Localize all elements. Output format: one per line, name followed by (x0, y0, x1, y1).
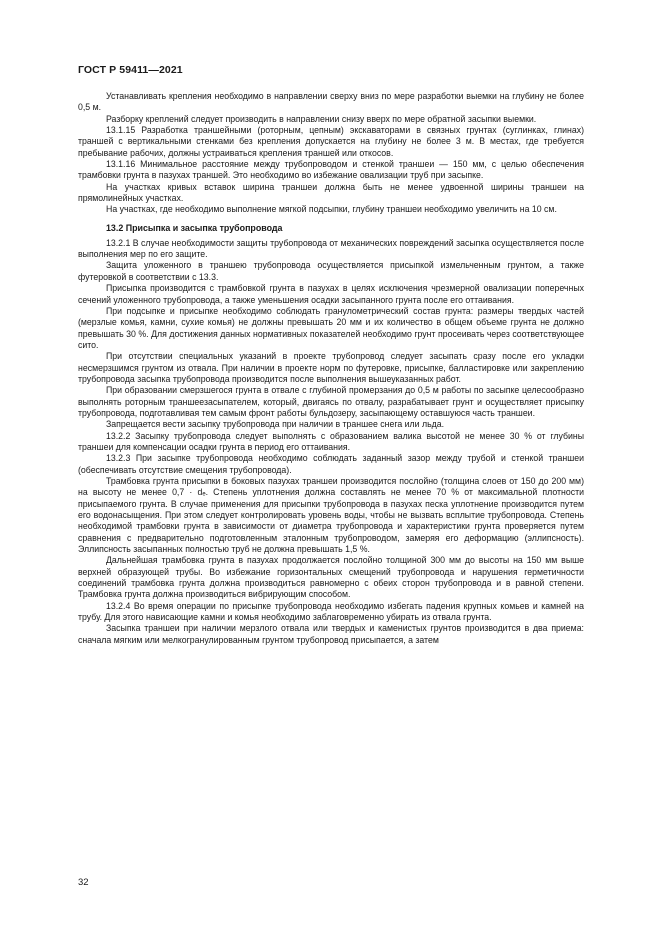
paragraph: Разборку креплений следует производить в направлении снизу вверх по мере обратной засыпки выемки. (106, 113, 537, 124)
document-body (78, 91, 584, 646)
paragraph: 13.2.3 При засыпке трубопровода необходимо соблюдать заданный зазор между трубой и стенкой траншеи (обеспечивать отсутствие смещения трубопровода). (78, 453, 584, 475)
paragraph: Защита уложенного в траншею трубопровода осуществляется присыпкой измельченным грунтом, а также футеровкой в соответствии с 13.3. (78, 260, 584, 282)
paragraph: Дальнейшая трамбовка грунта в пазухах продолжается послойно толщиной 300 мм до высоты на 150 мм выше верхней образующей трубы. Во избежание горизонтальных смещений трубопровода и нарушения герметичности соединений трамбовка грунта должна производиться равномерно с обеих сторон трубопровода и в равной степени. Трамбовка грунта должна производиться вибрирующим способом. (78, 555, 584, 600)
paragraph: 13.1.16 Минимальное расстояние между трубопроводом и стенкой траншеи — 150 мм, с целью обеспечения трамбовки грунта в пазухах траншей. Это необходимо во избежание овализации труб при засыпке. (78, 159, 584, 181)
paragraph: 13.2.4 Во время операции по присыпке трубопровода необходимо избегать падения крупных комьев и камней на трубу. Для этого нависающие камни и комья необходимо заблаговременно убирать из отвала грунта. (78, 600, 584, 623)
section-heading: 13.2 Присыпка и засыпка трубопровода (106, 222, 283, 233)
paragraph: Запрещается вести засыпку трубопровода при наличии в траншее снега или льда. (106, 419, 445, 430)
paragraph: 13.2.1 В случае необходимости защиты трубопровода от механических повреждений засыпка осуществляется после выполнения мер по его защите. (78, 237, 584, 260)
paragraph-group-before (78, 91, 584, 216)
document-header: ГОСТ Р 59411—2021 (78, 64, 183, 76)
paragraph-group-after (78, 238, 584, 646)
paragraph: 13.1.15 Разработка траншейными (роторным, цепным) экскаваторами в связных грунтах (суглинках, глинах) траншей с вертикальными стенками без крепления допускается на глубину не более 3 м. В местах, где требуется пребывание рабочих, должны устраиваться крепления траншей или откосов. (78, 125, 584, 158)
paragraph: Засыпка траншеи при наличии мерзлого отвала или твердых и каменистых грунтов производится в два приема: сначала мягким или мелкогранулированным грунтом трубопровод присыпается, а затем (78, 623, 584, 645)
paragraph: При отсутствии специальных указаний в проекте трубопровод следует засыпать сразу после его укладки несмерзшимся грунтом из отвала. При наличии в проекте норм по футеровке, присыпке, балластировке или закреплению трубопровода засыпка трубопровода производится после выполнения вышеуказанных работ. (78, 351, 584, 384)
paragraph: 13.2.2 Засыпку трубопровода следует выполнять с образованием валика высотой не менее 30 % от глубины траншеи для компенсации осадки грунта в период его оттаивания. (78, 430, 584, 452)
paragraph: На участках, где необходимо выполнение мягкой подсыпки, глубину траншеи необходимо увеличить на 10 см. (106, 204, 557, 215)
page-number: 32 (78, 877, 89, 888)
paragraph: Устанавливать крепления необходимо в направлении сверху вниз по мере разработки выемки на глубину не более 0,5 м. (78, 91, 584, 113)
paragraph: На участках кривых вставок ширина траншеи должна быть не менее удвоенной ширины траншеи на прямолинейных участках. (78, 181, 584, 204)
paragraph: Присыпка производится с трамбовкой грунта в пазухах в целях исключения чрезмерной овализации поперечных сечений уложенного трубопровода, а также уменьшения осадки засыпанного грунта после его оттаивания. (78, 283, 584, 305)
paragraph: Трамбовка грунта присыпки в боковых пазухах траншеи производится послойно (толщина слоев от 150 до 200 мм) на высоту не менее 0,7 · dₑ. Степень уплотнения должна составлять не менее 70 % от максимальной плотности присыпаемого грунта. В случае применения для присыпки трубопровода в пазухах песка уплотнение производится путем его водонасыщения. При этом следует контролировать уровень воды, чтобы не вызвать всплытие трубопровода. Степень необходимой трамбовки грунта в зависимости от диаметра трубопровода и характеристики грунта проверяется путем сравнения с предварительно подготовленным эталонным трубопроводом, замеряя его деформацию (эллипсность). Эллипсность засыпанных полностью труб не должна превышать 1,5 %. (78, 476, 584, 555)
paragraph: При образовании смерзшегося грунта в отвале с глубиной промерзания до 0,5 м работы по засыпке целесообразно выполнять роторным траншеезасыпателем, который, двигаясь по отвалу, разрабатывает грунт и осуществляет присыпку трубопровода, подготавливая тем самым фронт работы бульдозеру, засыпающему оставшуюся часть траншеи. (78, 385, 584, 418)
paragraph: При подсыпке и присыпке необходимо соблюдать гранулометрический состав грунта: размеры твердых частей (мерзлые комья, камни, сухие комья) не должны превышать 20 мм и их количество в общем объеме грунта не должно превышать 30 %. Для достижения данных нормативных показателей необходимо грунт просеивать через соответствующее сито. (78, 305, 584, 350)
